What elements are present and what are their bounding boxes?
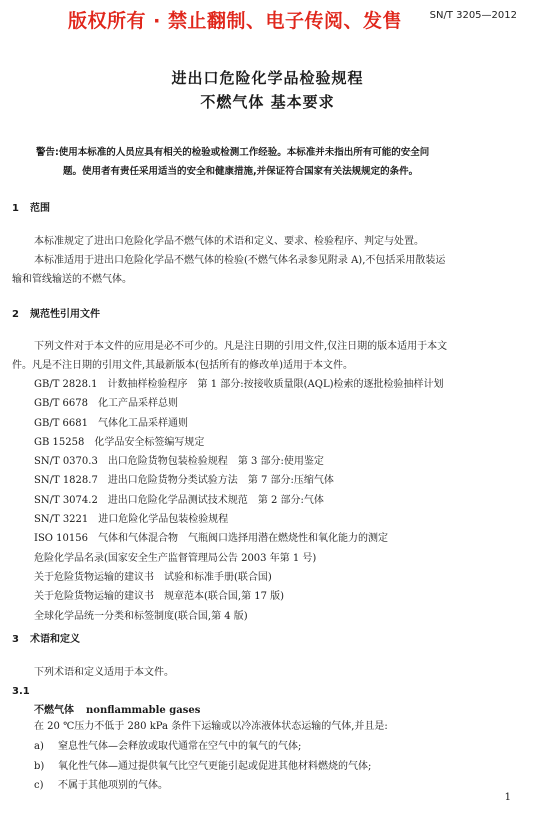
reference-code: SN/T 1828.7	[34, 475, 98, 487]
reference-title: 进口危险化学品包装检验规程	[98, 514, 229, 526]
reference-title: 进出口危险化学品测试技术规范	[107, 494, 248, 506]
reference-code: GB/T 6678	[34, 398, 89, 410]
section-number: 3	[12, 634, 19, 645]
reference-part: 第 1 部分:按接收质量限(AQL)检索的逐批检验抽样计划	[197, 379, 444, 390]
reference-title: 出口危险货物包装检验规程	[107, 456, 228, 468]
section-2-heading	[12, 305, 100, 320]
warning-line-1: 警告:使用本标准的人员应具有相关的检验或检测工作经验。本标准并未指出所有可能的安全问	[36, 147, 430, 158]
reference-list	[34, 375, 444, 626]
list-text: 窒息性气体—会释放或取代通常在空气中的氧气的气体;	[58, 741, 302, 752]
terms-intro: 下列术语和定义适用于本文件。	[34, 667, 174, 678]
term-entry	[34, 701, 200, 716]
warning-line-2: 题。使用者有责任采用适当的安全和健康措施,并保证符合国家有关法规规定的条件。	[63, 166, 419, 177]
reference-code: ISO 10156	[34, 533, 88, 545]
reference-title: 关于危险货物运输的建议书	[34, 591, 154, 603]
reference-item	[34, 549, 444, 568]
list-item	[34, 757, 371, 777]
reference-code: GB/T 6681	[34, 417, 89, 429]
section-number: 1	[12, 203, 19, 214]
reference-part: 第 2 部分:气体	[257, 494, 324, 506]
reference-item	[34, 452, 444, 471]
term-chinese: 不燃气体	[34, 705, 74, 716]
reference-code: GB 15258	[34, 436, 85, 448]
list-label: c)	[34, 780, 44, 791]
reference-item	[34, 607, 444, 626]
document-subtitle: 不燃气体 基本要求	[200, 93, 335, 111]
references-intro-line-1: 下列文件对于本文件的应用是必不可少的。凡是注日期的引用文件,仅注日期的版本适用于本文	[34, 341, 448, 352]
definition-list	[34, 737, 371, 796]
reference-title: 计数抽样检验程序	[107, 379, 188, 390]
list-text: 氧化性气体—通过提供氧气比空气更能引起或促进其他材料燃烧的气体;	[58, 760, 372, 772]
list-item	[34, 776, 371, 796]
reference-part: 气瓶阀口选择用潜在燃烧性和氧化能力的测定	[188, 533, 388, 545]
reference-title: 气体化工品采样通则	[98, 417, 189, 429]
section-title: 范围	[30, 203, 50, 214]
reference-item	[34, 491, 444, 510]
reference-part: 试验和标准手册(联合国)	[164, 571, 272, 583]
reference-code: GB/T 2828.1	[34, 379, 98, 390]
section-title: 术语和定义	[30, 634, 80, 645]
reference-item	[34, 529, 444, 548]
reference-code: SN/T 3074.2	[34, 494, 98, 506]
copyright-watermark: 版权所有 · 禁止翻制、电子传阅、发售	[68, 10, 402, 32]
reference-code: SN/T 3221	[34, 514, 89, 526]
reference-item	[34, 375, 444, 394]
reference-item	[34, 587, 444, 606]
list-label: a)	[34, 741, 44, 752]
reference-item	[34, 414, 444, 433]
reference-title: 关于危险货物运输的建议书	[34, 571, 154, 583]
page-number: 1	[504, 792, 511, 803]
scope-paragraph-2-line-2: 输和管线输送的不燃气体。	[12, 274, 132, 285]
list-item	[34, 737, 371, 757]
reference-title: 化学品安全标签编写规定	[94, 436, 205, 448]
section-3-heading	[12, 630, 80, 645]
reference-title: 进出口危险货物分类试验方法	[107, 475, 238, 487]
reference-part: 第 7 部分:压缩气体	[247, 475, 334, 487]
warning-notice	[36, 143, 526, 181]
references-intro-line-2: 件。凡是不注日期的引用文件,其最新版本(包括所有的修改单)适用于本文件。	[12, 360, 353, 371]
scope-paragraph-2-line-1: 本标准适用于进出口危险化学品不燃气体的检验(不燃气体名录参见附录 A),不包括采用散装运	[34, 255, 446, 266]
reference-item	[34, 394, 444, 413]
reference-item	[34, 510, 444, 529]
section-number: 2	[12, 309, 19, 320]
section-title: 规范性引用文件	[30, 309, 100, 320]
reference-title: 危险化学品名录(国家安全生产监督管理局公告 2003 年第 1 号)	[34, 552, 317, 564]
section-1-heading	[12, 199, 50, 214]
reference-code: SN/T 0370.3	[34, 456, 98, 468]
reference-title: 全球化学品统一分类和标签制度(联合国,第 4 版)	[34, 610, 248, 622]
scope-paragraph-1: 本标准规定了进出口危险化学品不燃气体的术语和定义、要求、检验程序、判定与处置。	[34, 236, 424, 247]
reference-part: 规章范本(联合国,第 17 版)	[164, 591, 285, 603]
reference-item	[34, 568, 444, 587]
subclause-number: 3.1	[12, 686, 30, 697]
reference-item	[34, 433, 444, 452]
reference-title: 气体和气体混合物	[98, 533, 178, 545]
reference-title: 化工产品采样总则	[98, 398, 179, 410]
document-title: 进出口危险化学品检验规程	[171, 69, 364, 87]
standard-code: SN/T 3205—2012	[429, 10, 517, 21]
list-label: b)	[34, 760, 45, 772]
term-definition: 在 20 ℃压力不低于 280 kPa 条件下运输或以冷冻液体状态运输的气体,并且是:	[34, 721, 388, 732]
reference-item	[34, 471, 444, 490]
term-english: nonflammable gases	[86, 705, 201, 716]
list-text: 不属于其他项别的气体。	[58, 780, 168, 791]
reference-part: 第 3 部分:使用鉴定	[237, 456, 324, 468]
